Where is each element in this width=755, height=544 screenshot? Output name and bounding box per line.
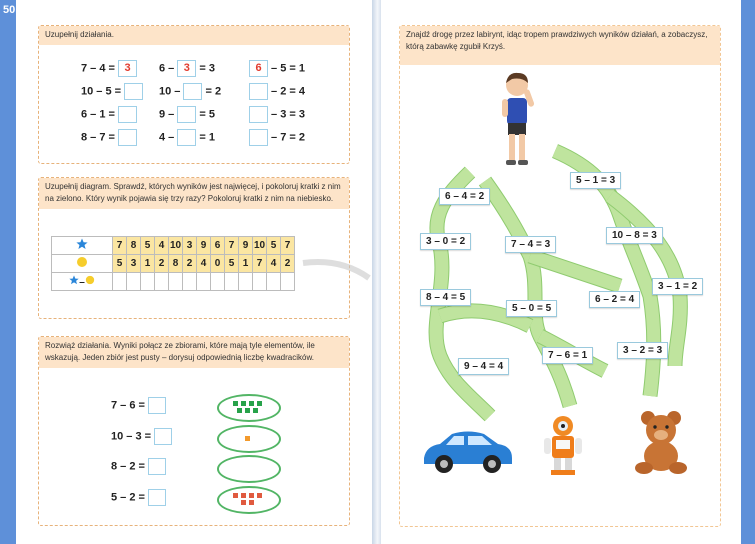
- answer-box[interactable]: [148, 489, 166, 506]
- equation-text: 8 – 7 =: [81, 131, 119, 144]
- equation-text: = 3: [196, 62, 216, 75]
- answer-box[interactable]: [249, 83, 268, 100]
- set-square: [249, 401, 254, 406]
- answer-box[interactable]: [183, 83, 202, 100]
- answer-box[interactable]: 3: [177, 60, 196, 77]
- equation-col2: [159, 106, 215, 123]
- diagram-cell: 2: [183, 255, 197, 273]
- set-square: [241, 493, 246, 498]
- maze-equation-label[interactable]: 3 – 0 = 2: [420, 233, 471, 250]
- diagram-cell: 7: [281, 237, 295, 255]
- task3-equation: [111, 397, 166, 414]
- equation-text: = 1: [196, 131, 216, 144]
- equation-text: 4 –: [159, 131, 178, 144]
- diagram-cell: 8: [127, 237, 141, 255]
- task2-panel: [38, 177, 350, 319]
- dot-key: [52, 255, 113, 273]
- diagram-cell[interactable]: [141, 273, 155, 291]
- robot-toy-illustration: [540, 414, 586, 476]
- maze-equation-label[interactable]: 5 – 0 = 5: [506, 300, 557, 317]
- equation-col1: [81, 106, 137, 123]
- answer-box[interactable]: [249, 129, 268, 146]
- curl-decoration: [301, 258, 371, 288]
- diagram-cell: 1: [239, 255, 253, 273]
- maze-equation-label[interactable]: 3 – 1 = 2: [652, 278, 703, 295]
- set-square: [233, 493, 238, 498]
- equation-text: 10 –: [159, 85, 184, 98]
- task3-instruction: Rozwiąż działania. Wyniki połącz ze zbiorami, które mają tyle elementów, ile wskazują. Jeden zbiór jest pusty – dorysuj odpowiednią liczbę kwadracików.: [39, 337, 349, 368]
- diagram-cell: 10: [253, 237, 267, 255]
- maze-equation-label[interactable]: 7 – 6 = 1: [542, 347, 593, 364]
- diagram-cell: 4: [267, 255, 281, 273]
- equation-text: = 2: [202, 85, 222, 98]
- equation-text: = 5: [196, 108, 216, 121]
- diagram-cell: 5: [225, 255, 239, 273]
- circle-icon: [85, 275, 95, 285]
- diagram-table: [51, 236, 295, 291]
- equation-col3: [249, 106, 305, 123]
- equation-col2: [159, 83, 221, 100]
- maze-equation-label[interactable]: 9 – 4 = 4: [458, 358, 509, 375]
- task4-panel: [399, 25, 721, 527]
- set-ellipse[interactable]: [217, 394, 281, 422]
- equation-text: – 2 = 4: [268, 85, 306, 98]
- set-square: [257, 493, 262, 498]
- equation-col2: [159, 129, 215, 146]
- task3-equation: [111, 458, 166, 475]
- equation-text: 10 – 3 =: [111, 430, 155, 443]
- maze-equation-label[interactable]: 6 – 4 = 2: [439, 188, 490, 205]
- diagram-cell: 7: [253, 255, 267, 273]
- set-square: [249, 493, 254, 498]
- minus-sign: –: [79, 277, 85, 288]
- diagram-cell: 4: [197, 255, 211, 273]
- set-square: [237, 408, 242, 413]
- diagram-cell[interactable]: [239, 273, 253, 291]
- equation-col1: [81, 60, 137, 77]
- teddy-bear-illustration: [634, 410, 690, 476]
- diagram-cell[interactable]: [253, 273, 267, 291]
- diagram-cell[interactable]: [225, 273, 239, 291]
- set-square: [233, 401, 238, 406]
- task3-equation: [111, 489, 166, 506]
- answer-box[interactable]: [148, 397, 166, 414]
- equation-text: – 5 = 1: [268, 62, 306, 75]
- diagram-cell: 2: [281, 255, 295, 273]
- equation-col2: [159, 60, 215, 77]
- answer-box[interactable]: [177, 129, 196, 146]
- star-key: [52, 237, 113, 255]
- page-number-left: 50: [3, 4, 16, 16]
- set-square: [241, 500, 246, 505]
- maze-equation-label[interactable]: 7 – 4 = 3: [505, 236, 556, 253]
- task1-instruction: Uzupełnij działania.: [39, 26, 349, 45]
- answer-box[interactable]: 3: [118, 60, 137, 77]
- set-ellipse[interactable]: [217, 425, 281, 453]
- answer-box[interactable]: 6: [249, 60, 268, 77]
- set-ellipse[interactable]: [217, 455, 281, 483]
- diagram-cell[interactable]: [281, 273, 295, 291]
- diagram-cell[interactable]: [267, 273, 281, 291]
- maze-equation-label[interactable]: 10 – 8 = 3: [606, 227, 663, 244]
- task4-instruction: Znajdź drogę przez labirynt, idąc tropem prawdziwych wyników działań, a zobaczysz, którą zabawkę zgubił Krzyś.: [400, 26, 720, 65]
- maze-equation-label[interactable]: 6 – 2 = 4: [589, 291, 640, 308]
- diagram-cell[interactable]: [155, 273, 169, 291]
- answer-box[interactable]: [118, 106, 137, 123]
- diagram-cell[interactable]: [127, 273, 141, 291]
- diagram-cell: 7: [113, 237, 127, 255]
- diagram-cell: 6: [211, 237, 225, 255]
- diagram-cell: 0: [211, 255, 225, 273]
- diagram-cell: 3: [183, 237, 197, 255]
- diagram-cell: 5: [113, 255, 127, 273]
- diagram-cell: 5: [267, 237, 281, 255]
- equation-text: – 7 = 2: [268, 131, 306, 144]
- equation-text: 10 – 5 =: [81, 85, 125, 98]
- diagram-cell: 9: [239, 237, 253, 255]
- equation-text: 8 – 2 =: [111, 460, 149, 473]
- answer-box[interactable]: [177, 106, 196, 123]
- equation-text: – 3 = 3: [268, 108, 306, 121]
- boy-krzys-illustration: [498, 71, 536, 176]
- star-minus-dot-key: [52, 273, 113, 291]
- set-square: [241, 401, 246, 406]
- task3-equation: [111, 428, 172, 445]
- answer-box[interactable]: [154, 428, 172, 445]
- car-toy-illustration: [418, 426, 516, 476]
- equation-text: 7 – 4 =: [81, 62, 119, 75]
- equation-col3: [249, 129, 305, 146]
- right-page: [381, 0, 755, 544]
- circle-icon: [76, 256, 88, 268]
- maze-equation-label[interactable]: 3 – 2 = 3: [617, 342, 668, 359]
- diagram-cell: 8: [169, 255, 183, 273]
- diagram-cell: 7: [225, 237, 239, 255]
- left-page: [0, 0, 374, 544]
- set-square: [253, 408, 258, 413]
- equation-text: 7 – 6 =: [111, 399, 149, 412]
- diagram-cell[interactable]: [183, 273, 197, 291]
- page-number-right: 51: [729, 517, 742, 529]
- equation-col1: [81, 129, 137, 146]
- set-square: [249, 500, 254, 505]
- set-square: [245, 408, 250, 413]
- diagram-cell: 1: [141, 255, 155, 273]
- maze-equation-label[interactable]: 5 – 1 = 3: [570, 172, 621, 189]
- task3-panel: [38, 336, 350, 526]
- answer-box[interactable]: [124, 83, 143, 100]
- set-square: [257, 401, 262, 406]
- task2-instruction: Uzupełnij diagram. Sprawdź, których wyników jest najwięcej, i pokoloruj kratki z nim na zielono. Który wynik pojawia się trzy razy? Pokoloruj kratki z nim na niebiesko.: [39, 178, 349, 209]
- equation-text: 5 – 2 =: [111, 491, 149, 504]
- answer-box[interactable]: [148, 458, 166, 475]
- equation-text: 6 – 1 =: [81, 108, 119, 121]
- equation-col3: [249, 60, 305, 77]
- diagram-cell: 2: [155, 255, 169, 273]
- diagram-cell: 4: [155, 237, 169, 255]
- diagram-cell[interactable]: [197, 273, 211, 291]
- set-square: [245, 436, 250, 441]
- set-ellipse[interactable]: [217, 486, 281, 514]
- equation-col3: [249, 83, 305, 100]
- answer-box[interactable]: [118, 129, 137, 146]
- equation-text: 9 –: [159, 108, 178, 121]
- star-icon: [69, 275, 79, 285]
- diagram-cell: 3: [127, 255, 141, 273]
- equation-text: 6 –: [159, 62, 178, 75]
- diagram-cell: 10: [169, 237, 183, 255]
- diagram-cell[interactable]: [169, 273, 183, 291]
- diagram-cell: 5: [141, 237, 155, 255]
- equation-col1: [81, 83, 143, 100]
- diagram-cell: 9: [197, 237, 211, 255]
- star-icon: [76, 238, 88, 250]
- diagram-cell[interactable]: [113, 273, 127, 291]
- diagram-cell[interactable]: [211, 273, 225, 291]
- task1-panel: [38, 25, 350, 164]
- answer-box[interactable]: [249, 106, 268, 123]
- maze-equation-label[interactable]: 8 – 4 = 5: [420, 289, 471, 306]
